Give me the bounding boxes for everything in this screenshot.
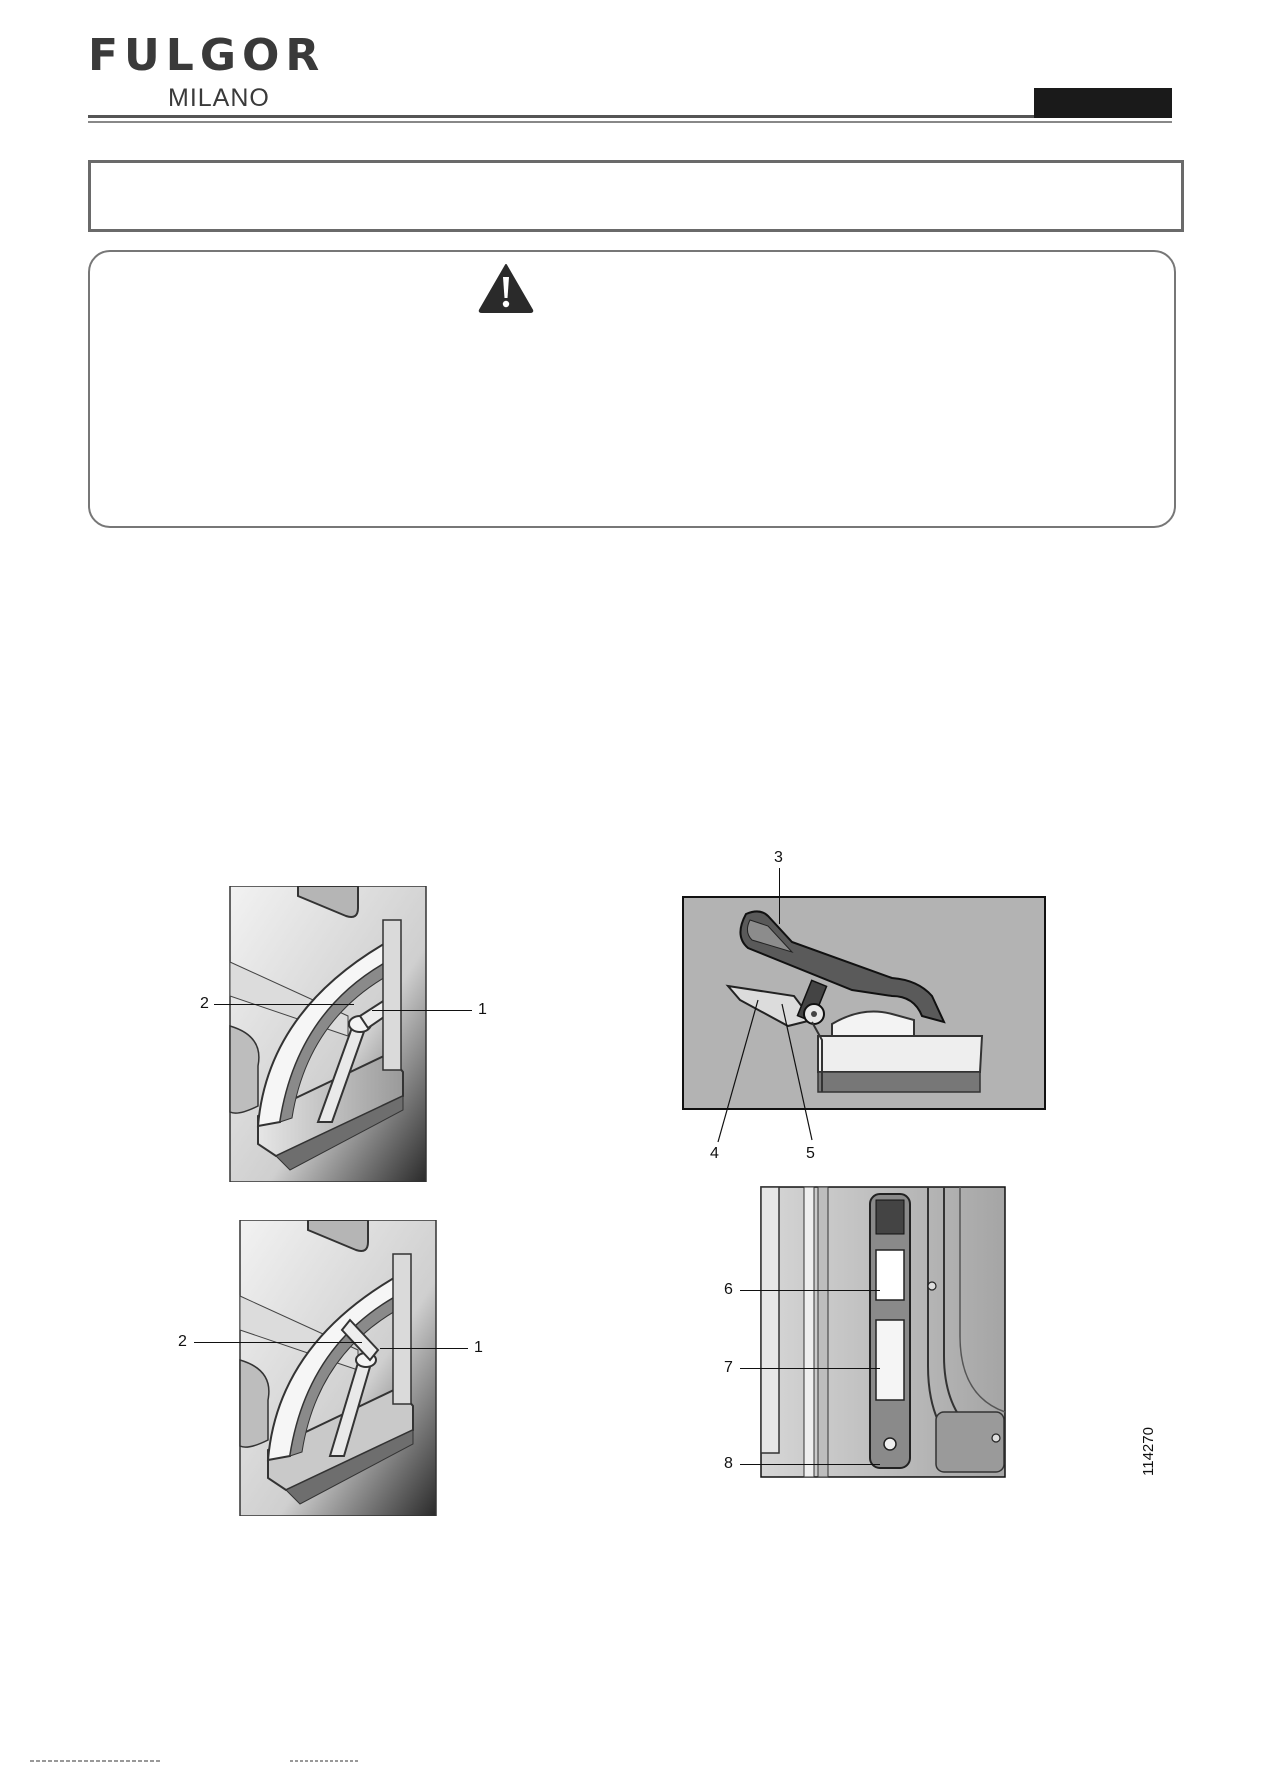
- document-code: 114270: [1140, 1427, 1157, 1476]
- callout-3: 3: [774, 849, 783, 866]
- callout-line: [778, 1002, 818, 1142]
- callout-line: [740, 1290, 880, 1291]
- callout-7: 7: [724, 1359, 733, 1376]
- callout-line: [779, 868, 780, 924]
- figure-door-frame-slot: [760, 1186, 1006, 1478]
- brand-logo: FULGOR: [88, 30, 326, 81]
- callout-5: 5: [806, 1145, 815, 1162]
- callout-2: 2: [178, 1333, 187, 1350]
- header-rule: [88, 115, 1172, 118]
- callout-1: 1: [478, 1001, 487, 1018]
- callout-line: [214, 1004, 354, 1005]
- callout-line: [380, 1348, 468, 1349]
- callout-8: 8: [724, 1455, 733, 1472]
- footer-marks: [0, 1760, 400, 1763]
- section-tab: [1034, 88, 1172, 118]
- warning-triangle-icon: [478, 263, 534, 313]
- callout-line: [194, 1342, 362, 1343]
- callout-line: [740, 1464, 880, 1465]
- callout-line: [712, 998, 762, 1144]
- callout-6: 6: [724, 1281, 733, 1298]
- figure-hinge-lever-open: [228, 886, 428, 1182]
- figure-hinge-lever-closed: [238, 1220, 438, 1516]
- brand-sub-logo: MILANO: [168, 84, 270, 112]
- callout-line: [740, 1368, 880, 1369]
- header-rule-thin: [88, 121, 1172, 123]
- callout-2: 2: [200, 995, 209, 1012]
- callout-line: [372, 1010, 472, 1011]
- section-title-box: [88, 160, 1184, 232]
- warning-box: [88, 250, 1176, 528]
- callout-1: 1: [474, 1339, 483, 1356]
- callout-4: 4: [710, 1145, 719, 1162]
